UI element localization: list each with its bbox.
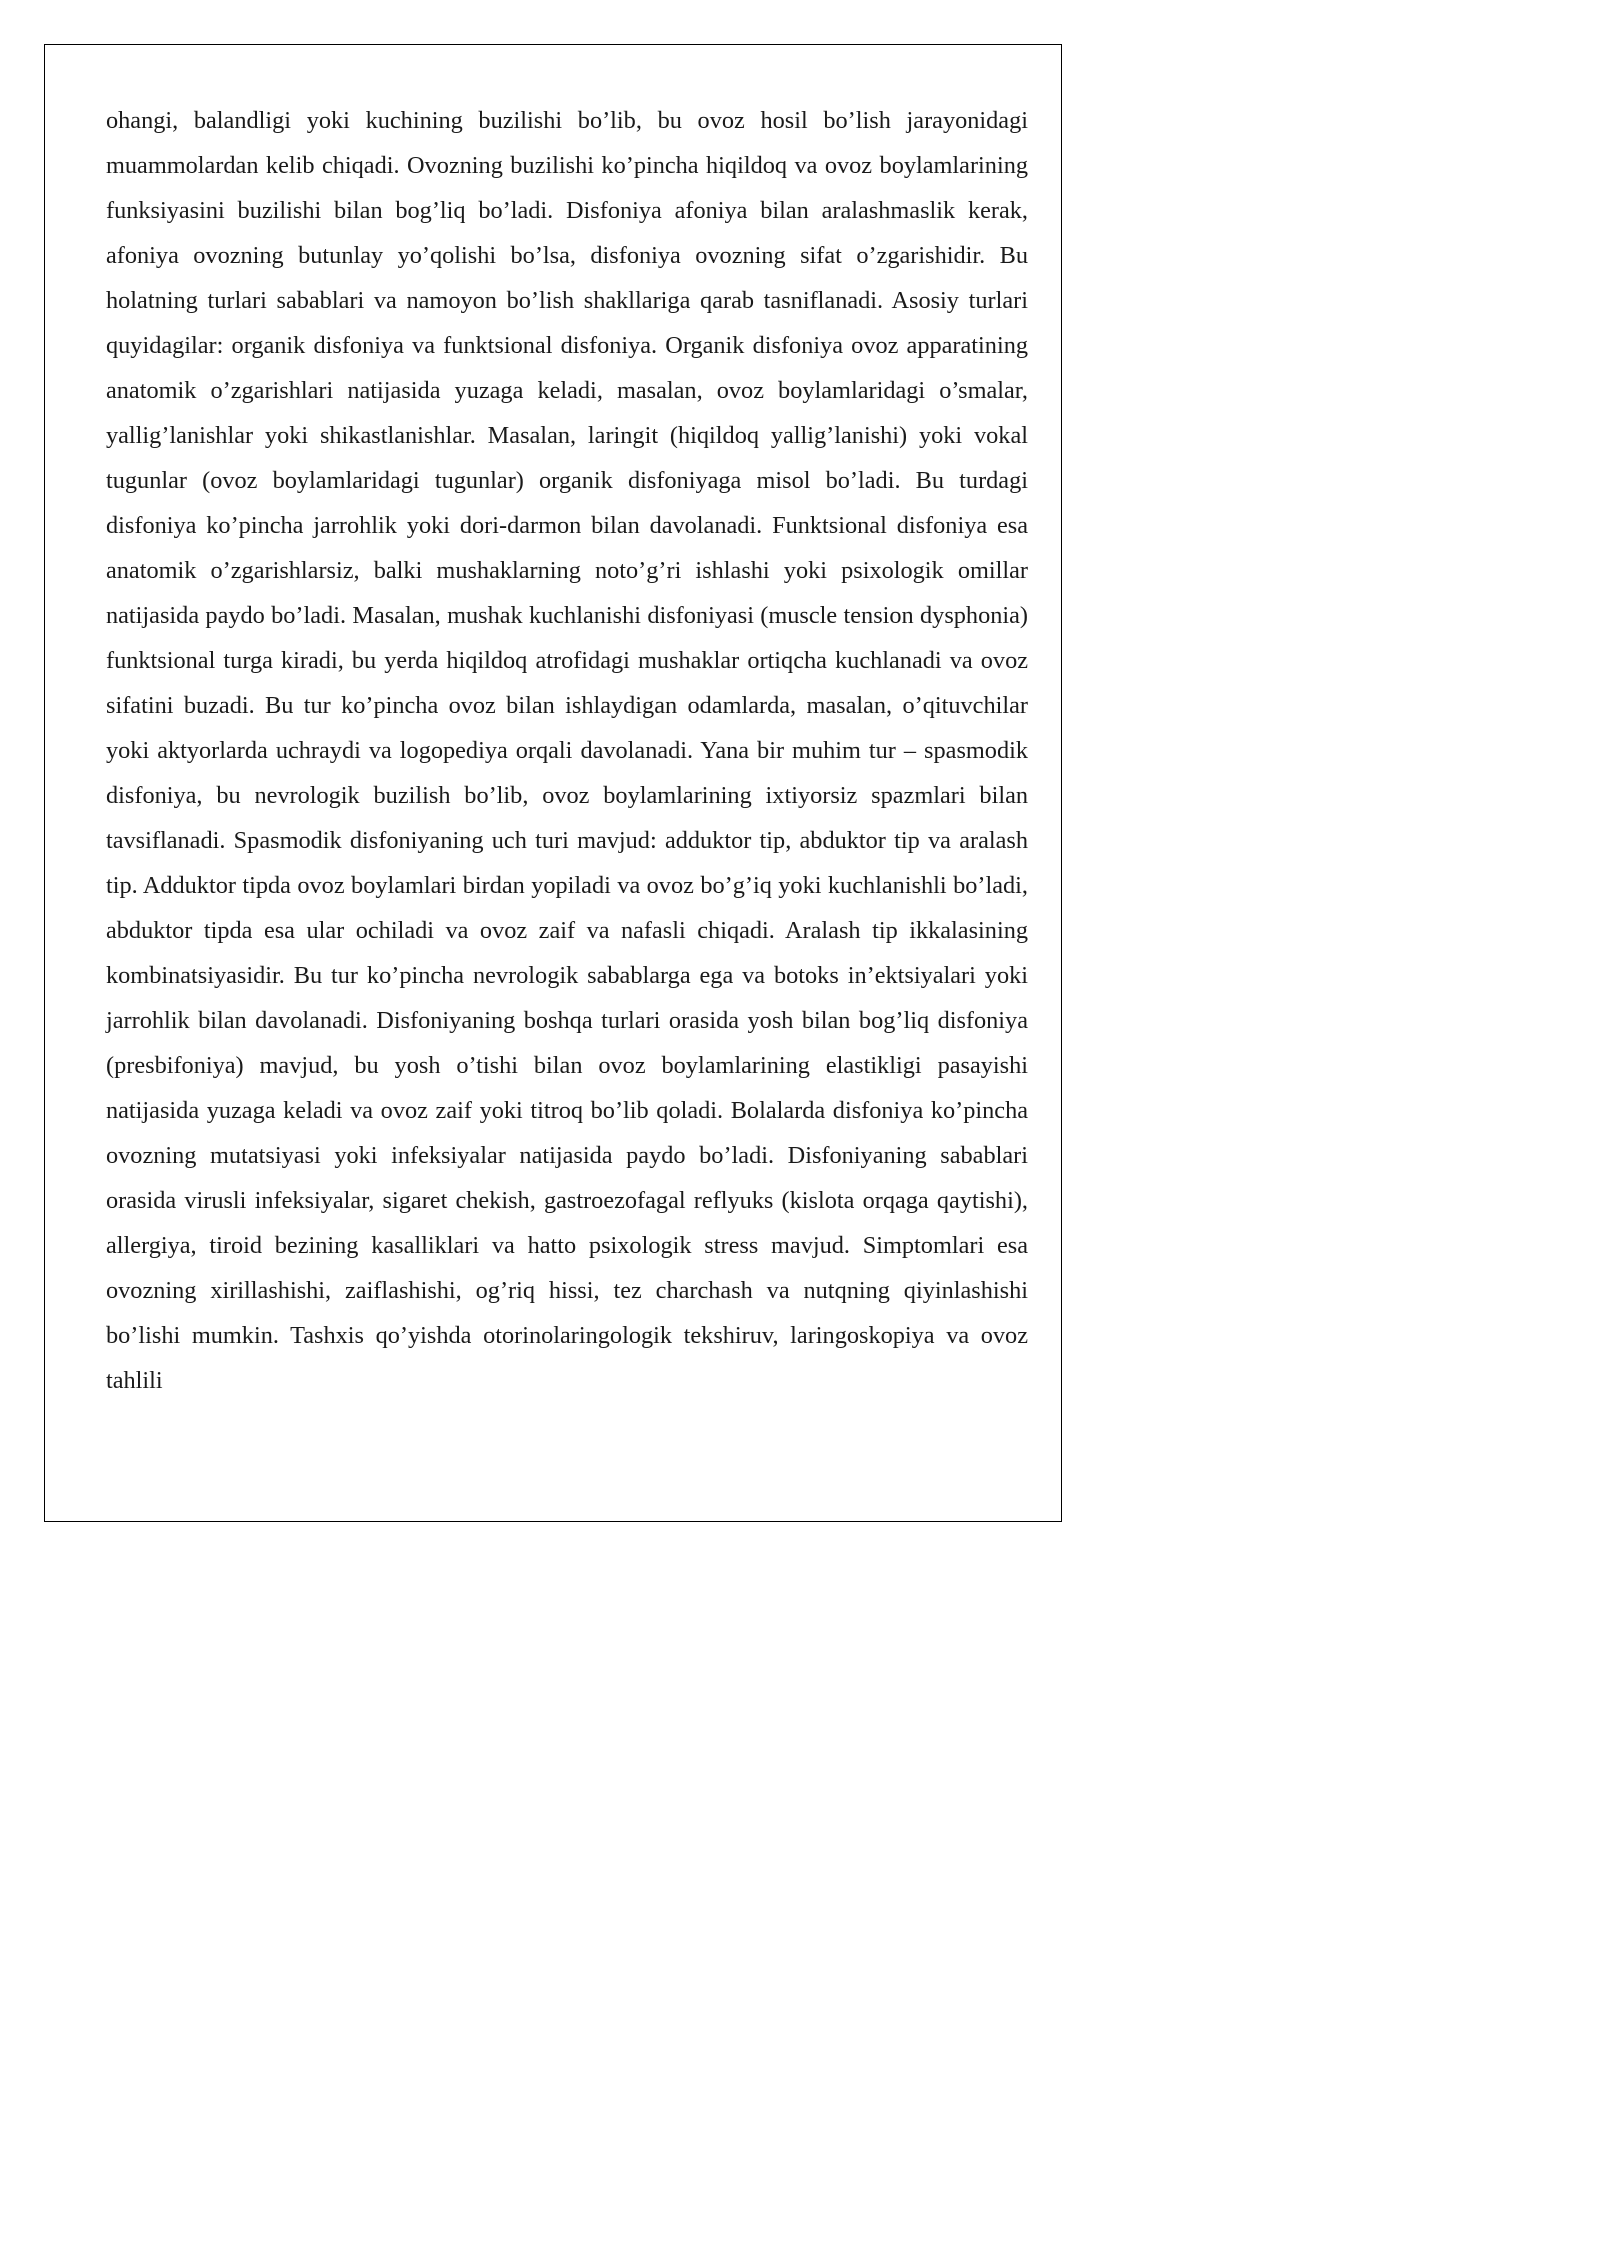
body-paragraph: ohangi, balandligi yoki kuchining buzilishi bo’lib, bu ovoz hosil bo’lish jarayonidagi muammolardan kelib chiqadi. Ovozning buzilishi ko’pincha hiqildoq va ovoz boylamlarining funksiyasini buzilishi bilan bog’liq bo’ladi. Disfoniya afoniya bilan aralashmaslik kerak, afoniya ovozning butunlay yo’qolishi bo’lsa, disfoniya ovozning sifat o’zgarishidir. Bu holatning turlari sabablari va namoyon bo’lish shakllariga qarab tasniflanadi. Asosiy turlari quyidagilar: organik disfoniya va funktsional disfoniya. Organik disfoniya ovoz apparatining anatomik o’zgarishlari natijasida yuzaga keladi, masalan, ovoz boylamlaridagi o’smalar, yallig’lanishlar yoki shikastlanishlar. Masalan, laringit (hiqildoq yallig’lanishi) yoki vokal tugunlar (ovoz boylamlaridagi tugunlar) organik disfoniyaga misol bo’ladi. Bu turdagi disfoniya ko’pincha jarrohlik yoki dori-darmon bilan davolanadi. Funktsional disfoniya esa anatomik o’zgarishlarsiz, balki mushaklarning noto’g’ri ishlashi yoki psixologik omillar natijasida paydo bo’ladi. Masalan, mushak kuchlanishi disfoniyasi (muscle tension dysphonia) funktsional turga kiradi, bu yerda hiqildoq atrofidagi mushaklar ortiqcha kuchlanadi va ovoz sifatini buzadi. Bu tur ko’pincha ovoz bilan ishlaydigan odamlarda, masalan, o’qituvchilar yoki aktyorlarda uchraydi va logopediya orqali davolanadi. Yana bir muhim tur – spasmodik disfoniya, bu nevrologik buzilish bo’lib, ovoz boylamlarining ixtiyorsiz spazmlari bilan tavsiflanadi. Spasmodik disfoniyaning uch turi mavjud: adduktor tip, abduktor tip va aralash tip. Adduktor tipda ovoz boylamlari birdan yopiladi va ovoz bo’g’iq yoki kuchlanishli bo’ladi, abduktor tipda esa ular ochiladi va ovoz zaif va nafasli chiqadi. Aralash tip ikkalasining kombinatsiyasidir. Bu tur ko’pincha nevrologik sabablarga ega va botoks in’ektsiyalari yoki jarrohlik bilan davolanadi. Disfoniyaning boshqa turlari orasida yosh bilan bog’liq disfoniya (presbifoniya) mavjud, bu yosh o’tishi bilan ovoz boylamlarining elastikligi pasayishi natijasida yuzaga keladi va ovoz zaif yoki titroq bo’lib qoladi. Bolalarda disfoniya ko’pincha ovozning mutatsiyasi yoki infeksiyalar natijasida paydo bo’ladi. Disfoniyaning sabablari orasida virusli infeksiyalar, sigaret chekish, gastroezofagal reflyuks (kislota orqaga qaytishi), allergiya, tiroid bezining kasalliklari va hatto psixologik stress mavjud. Simptomlari esa ovozning xirillashishi, zaiflashishi, og’riq hissi, tez charchash va nutqning qiyinlashishi bo’lishi mumkin. Tashxis qo’yishda otorinolaringologik tekshiruv, laringoskopiya va ovoz tahlili [106,107,1028,1394]
